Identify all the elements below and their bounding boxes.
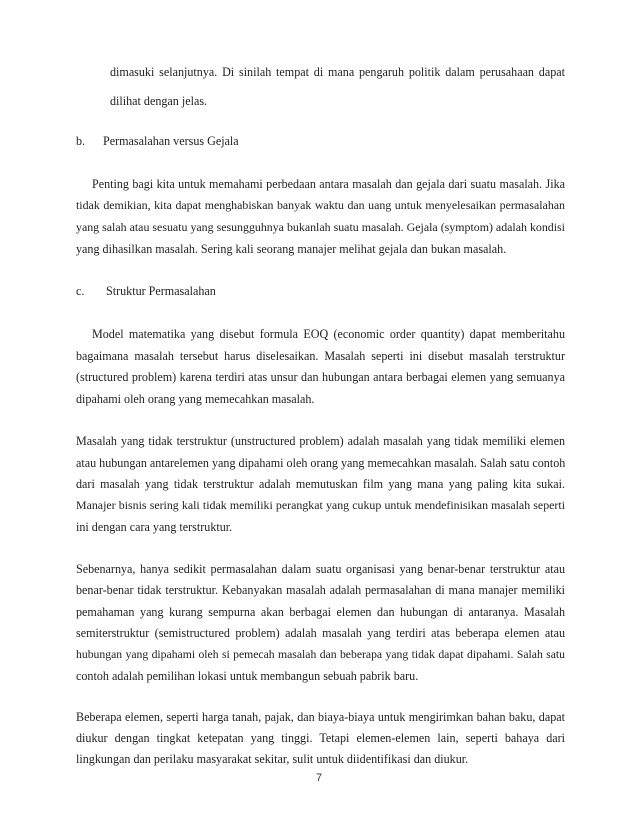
section-c-p1-line-4: dipahami oleh orang yang memecahkan masalah.: [76, 392, 315, 406]
section-c-p3-line-5: hubungan yang dipahami oleh si pemecah masalah dan beberapa yang tidak dapat dipahami. Salah satu: [76, 648, 565, 661]
section-c-p3-line-2: benar-benar tidak terstruktur. Kebanyakan masalah adalah permasalahan di mana manajer memiliki: [76, 583, 565, 597]
section-c-p1-line-1: Model matematika yang disebut formula EOQ (economic order quantity) dapat memberitahu: [92, 327, 565, 341]
section-c-p2-line-1: Masalah yang tidak terstruktur (unstructured problem) adalah masalah yang tidak memiliki elemen: [76, 434, 565, 448]
section-c-p3-line-1: Sebenarnya, hanya sedikit permasalahan dalam suatu organisasi yang benar-benar terstruktur atau: [76, 562, 565, 576]
section-c-p3-line-4: semiterstruktur (semistructured problem) adalah masalah yang terdiri atas beberapa elemen atau: [76, 626, 565, 640]
section-b-letter: b.: [76, 134, 86, 148]
section-c-p3-line-3: pemahaman yang kurang sempurna akan berbagai elemen dan hubungan di antaranya. Masalah: [76, 605, 565, 619]
section-b-line-2: tidak demikian, kita dapat menghabiskan banyak waktu dan uang untuk menyelesaikan permasalahan: [76, 198, 565, 212]
section-b-line-1: Penting bagi kita untuk memahami perbedaan antara masalah dan gejala dari suatu masalah. Jika: [92, 177, 565, 191]
section-c-p4-line-3: lingkungan dan perilaku masyarakat sekitar, sulit untuk diidentifikasi dan diukur.: [76, 752, 469, 766]
section-b-line-3: yang salah atau sesuatu yang sesungguhnya bukanlah suatu masalah. Gejala (symptom) adalah kondisi: [76, 220, 565, 234]
page-number: 7: [315, 772, 323, 784]
section-c-p3-line-6: contoh adalah pemilihan lokasi untuk membangun sebuah pabrik baru.: [76, 669, 419, 683]
section-c-p2-line-5: ini dengan cara yang terstruktur.: [76, 520, 233, 534]
intro-line-1: dimasuki selanjutnya. Di sinilah tempat di mana pengaruh politik dalam perusahaan dapat: [110, 65, 565, 79]
section-c-p4-line-2: diukur dengan tingkat ketepatan yang tinggi. Tetapi elemen-elemen lain, seperti bahaya dari: [76, 731, 565, 745]
section-c-p1-line-2: bagaimana masalah tersebut harus diselesaikan. Masalah seperti ini disebut masalah terstruktur: [76, 349, 565, 363]
section-c-p2-line-4: Manajer bisnis sering kali tidak memiliki perangkat yang cukup untuk mendefinisikan masalah seperti: [76, 498, 565, 512]
section-c-p2-line-2: atau hubungan antarelemen yang dipahami oleh orang yang memecahkan masalah. Salah satu contoh: [76, 456, 566, 470]
section-c-letter: c.: [76, 284, 85, 298]
section-c-p1-line-3: (structured problem) karena terdiri atas unsur dan hubungan antara berbagai elemen yang semuanya: [76, 370, 565, 384]
section-c-title: Struktur Permasalahan: [106, 284, 216, 298]
intro-line-2: dilihat dengan jelas.: [110, 94, 208, 108]
section-b-title: Permasalahan versus Gejala: [103, 134, 239, 148]
section-c-p2-line-3: dari masalah yang tidak terstruktur adalah memutuskan film yang mana yang paling kita sukai.: [76, 477, 565, 491]
section-c-p4-line-1: Beberapa elemen, seperti harga tanah, pajak, dan biaya-biaya untuk mengirimkan bahan baku, dapat: [76, 710, 565, 724]
section-b-line-4: yang dihasilkan masalah. Sering kali seorang manajer melihat gejala dan bukan masalah.: [76, 242, 507, 256]
